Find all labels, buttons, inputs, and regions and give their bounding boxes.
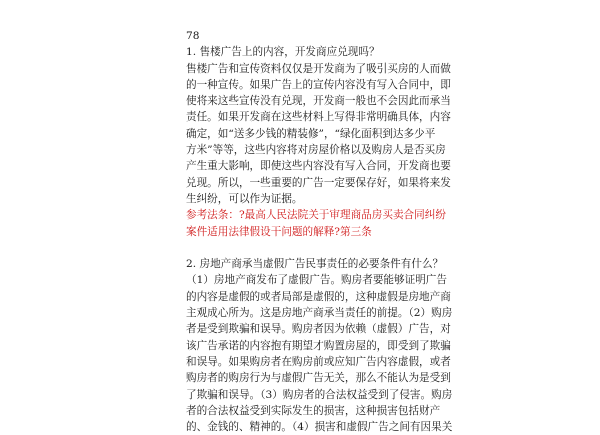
answer-2-line: 者是受到欺骗和误导。购房者因为依赖（虚假）广告，对: [186, 323, 451, 336]
answer-1-line: 的一种宣传。如果广告上的宣传内容没有写入合同中，即: [186, 78, 451, 91]
answer-2-line: （1）房地产商发布了虚假广告。购房者要能够证明广告: [186, 274, 447, 287]
answer-2-line: 主观成心所为。这是房地产商承当责任的前提。（2）购房: [186, 307, 453, 320]
answer-1-line: 确定，如“送多少钱的精装修”，“绿化面积到达多少平: [186, 127, 436, 140]
answer-1-line: 兑现。所以，一些重要的广告一定要保存好，如果将来发: [186, 176, 451, 189]
document-text: [186, 28, 453, 435]
answer-1-line: 使将来这些宣传没有兑现，开发商一般也不会因此而承当: [186, 95, 451, 108]
answer-2-line: 了欺骗和误导。（3）购房者的合法权益受到了侵害。购房: [186, 388, 453, 401]
answer-1-line: 生纠纷，可以作为证据。: [186, 192, 303, 205]
answer-2-line: 的内容是虚假的或者局部是虚假的，这种虚假是房地产商: [186, 290, 451, 303]
answer-2-line: 购房者的购房行为与虚假广告无关，那么不能认为是受到: [186, 372, 451, 385]
question-2-heading: 2. 房地产商承当虚假广告民事责任的必要条件有什么？: [186, 258, 444, 271]
question-1-heading: 1. 售楼广告上的内容，开发商应兑现吗？: [186, 46, 380, 59]
answer-2-line: 的、金钱的、精神的。（4）损害和虚假广告之间有因果关: [186, 421, 453, 434]
page-number: 78: [186, 30, 200, 42]
legal-reference: 案件适用法律假设干问题的解释?第三条: [186, 225, 372, 238]
answer-2-line: 和误导。如果购房者在购房前或应知广告内容虚假，或者: [186, 355, 451, 368]
paragraph-spacer: [186, 240, 448, 256]
answer-2-line: 该广告承诺的内容抱有期望才购置房屋的，即受到了欺骗: [186, 339, 451, 352]
answer-2-line: 者的合法权益受到实际发生的损害，这种损害包括财产: [186, 404, 441, 417]
legal-reference: 参考法条：?最高人民法院关于审理商品房买卖合同纠纷: [186, 209, 446, 222]
answer-1-line: 售楼广告和宣传资料仅仅是开发商为了吸引买房的人而做: [186, 62, 451, 75]
answer-1-line: 产生重大影响，即使这些内容没有写入合同，开发商也要: [186, 160, 451, 173]
answer-1-line: 方米”等等，这些内容将对房屋价格以及购房人是否买房: [186, 144, 446, 157]
answer-1-line: 责任。如果开发商在这些材料上写得非常明确具体，内容: [186, 111, 451, 124]
